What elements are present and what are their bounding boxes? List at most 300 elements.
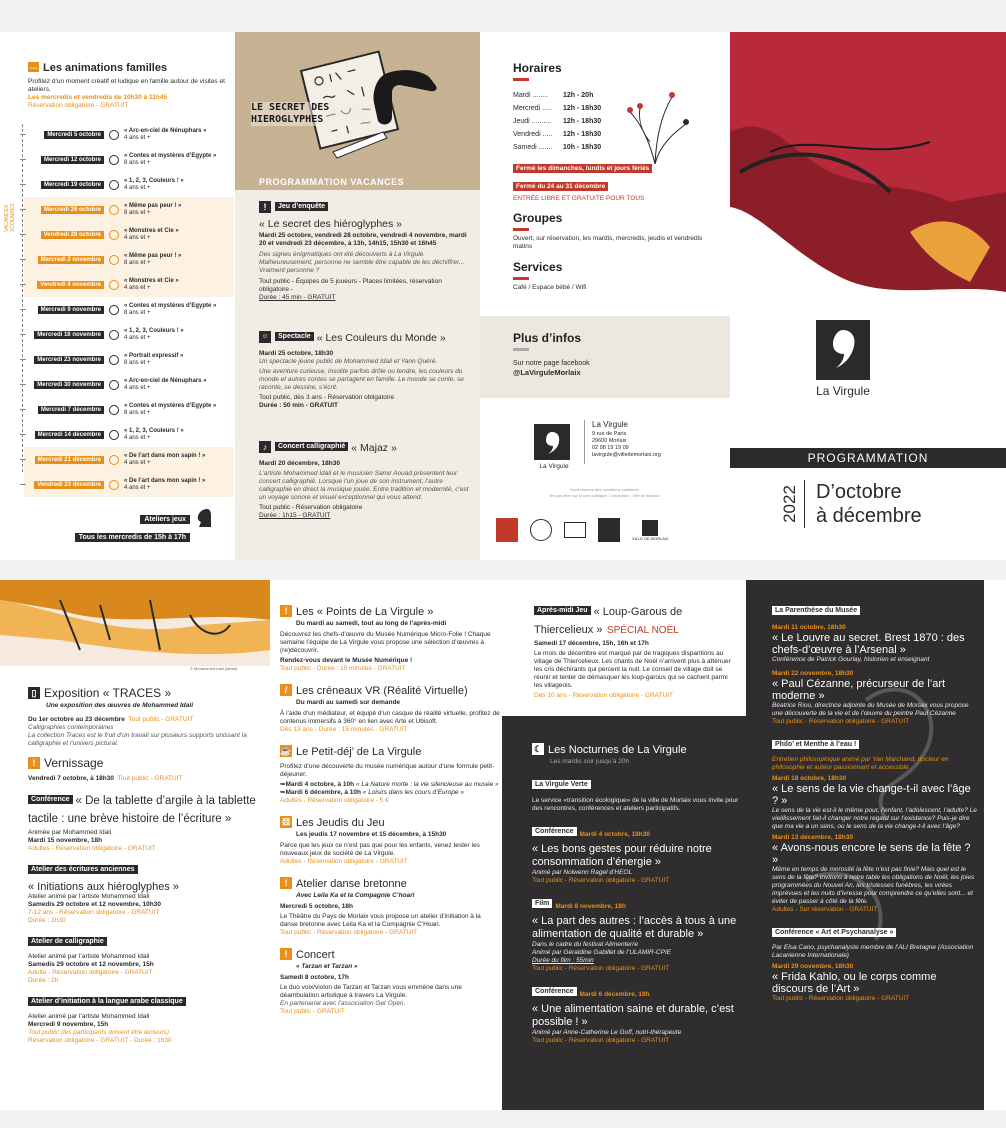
row-text xyxy=(124,178,234,192)
a3-info2: Réservation obligatoire - GRATUIT - Durée : 1h30 xyxy=(28,1037,172,1044)
loups-title: « Loup-Garous de Thiercelieux » xyxy=(534,606,683,636)
row-title: « Contes et mystères d’Egypte » xyxy=(124,302,217,309)
divider xyxy=(584,420,585,464)
familles-row xyxy=(24,447,234,472)
cover-year-wrap xyxy=(782,480,798,528)
loups-special: SPÉCIAL NOËL xyxy=(606,625,679,636)
flower-drawing xyxy=(620,72,690,167)
a1-info: 7-12 ans - Réservation obligatoire - GRATUIT xyxy=(28,909,160,916)
parenthese-tag: La Parenthèse du Musée xyxy=(772,606,860,615)
loups-date: Samedi 17 décembre, 15h, 16h et 17h xyxy=(534,640,649,647)
m2-title: « Paul Cézanne, précurseur de l’art moderne » xyxy=(772,678,946,702)
familles-row xyxy=(24,172,234,197)
title-rule xyxy=(513,277,529,280)
a3-date: Mercredi 9 novembre, 15h xyxy=(28,1021,109,1028)
contact-addr2: 29600 Morlaix xyxy=(592,438,627,444)
horaires-hours: 12h - 18h30 xyxy=(563,105,602,112)
panel-horaires xyxy=(480,32,730,560)
timeline-line xyxy=(22,124,23,472)
n3-title: « Une alimentation saine et durable, c’est possible ! » xyxy=(532,1003,734,1028)
a2-duree: Durée : 2h xyxy=(28,977,59,984)
p1-desc: Découvrez les chefs-d’œuvre du Musée Numérique Micro-Folie ! Chaque semaine l’équipe de La Virgule vous propose une sélection d’œuvres à (re)découvrir. xyxy=(280,631,491,654)
timeline-dot xyxy=(20,234,26,235)
p6-sub: « Tarzan et Tarzan » xyxy=(296,963,358,970)
philo-tag: Philo’ et Menthe à l’eau ! xyxy=(772,740,859,749)
entree: ENTRÉE LIBRE ET GRATUITE POUR TOUS xyxy=(513,195,645,202)
brochure-inner-side xyxy=(0,580,1006,1110)
m2-date: Mardi 22 novembre, 18h30 xyxy=(772,670,854,677)
row-date: Mercredi 30 novembre xyxy=(24,382,104,388)
event-tag: Concert calligraphié xyxy=(275,442,348,451)
row-text xyxy=(124,253,234,267)
row-text xyxy=(124,128,234,142)
p4-title: Les Jeudis du Jeu xyxy=(296,817,385,829)
row-text xyxy=(124,478,234,492)
traces-subtitle: Une exposition des œuvres de Mohammed Idali xyxy=(46,702,194,709)
timeline-dot xyxy=(20,334,26,335)
palette-icon xyxy=(109,155,119,165)
loups-block xyxy=(534,602,734,700)
p1-rdv: Rendez-vous devant le Musée Numérique ! xyxy=(280,657,413,664)
row-age: 4 ans et + xyxy=(124,384,151,391)
info-icon: ! xyxy=(280,877,292,889)
ap-title: « Frida Kahlo, ou le corps comme discours de l’Art » xyxy=(772,971,937,995)
p3-d1: Mardi 4 octobre, à 10h xyxy=(285,781,355,788)
familles-intro: Profitez d’un moment créatif et ludique en famille autour de visites et ateliers. xyxy=(28,78,225,93)
p6-info: Tout public - GRATUIT xyxy=(280,1008,345,1015)
event-duree: Durée : 50 min - GRATUIT xyxy=(259,402,338,409)
horaires-hours: 12h - 18h30 xyxy=(563,131,602,138)
conf-title: « De la tablette d’argile à la tablette tactile : une brève histoire de l’écriture » xyxy=(28,795,256,825)
row-age: 8 ans et + xyxy=(124,409,151,416)
groupes-title: Groupes xyxy=(513,211,563,225)
palette-icon xyxy=(109,305,119,315)
traces-dates: Du 1er octobre au 23 décembre xyxy=(28,716,125,723)
row-date: Mercredi 26 octobre xyxy=(24,207,104,213)
cover-year: 2022 xyxy=(780,485,800,523)
palette-icon xyxy=(109,430,119,440)
row-date: Vendredi 23 décembre xyxy=(24,482,104,488)
palette-icon xyxy=(109,280,119,290)
timeline-dot xyxy=(20,484,26,485)
cover-prog-banner: PROGRAMMATION xyxy=(730,448,1006,468)
cover-image xyxy=(235,32,480,190)
partner-logo xyxy=(496,518,518,542)
n1-date: Mardi 4 octobre, 18h30 xyxy=(579,831,650,838)
dice-icon: ⚄ xyxy=(280,816,292,828)
timeline-dot xyxy=(20,284,26,285)
n2-title: « La part des autres : l’accès à tous à une alimentation de qualité et durable » xyxy=(532,915,737,940)
a1-by: Atelier animé par l’artiste Mohammed Idali xyxy=(28,893,150,900)
row-date: Mercredi 12 octobre xyxy=(24,157,104,163)
timeline-dot xyxy=(20,259,26,260)
palette-icon xyxy=(109,180,119,190)
familles-row xyxy=(24,147,234,172)
ph1-desc: Le sens de la vie est-il le même pour, l’enfant, l’adolescent, l’adulte? Le vieillissement fait-il changer notre regard sur l’existence? Puis-je dire que ma vie a un sens, ou le sens de la vie change-t-il avec l’âge? xyxy=(772,807,977,830)
familles-header xyxy=(28,58,228,110)
horaires-day: Mardi ........ xyxy=(513,92,549,99)
row-date: Mercredi 9 novembre xyxy=(24,307,104,313)
horaires-day: Samedi ....... xyxy=(513,144,553,151)
row-age: 8 ans et + xyxy=(124,359,151,366)
horaires-hours: 12h - 18h30 xyxy=(563,118,602,125)
row-title: « Même pas peur ! » xyxy=(124,252,182,259)
row-age: 8 ans et + xyxy=(124,159,151,166)
familles-row xyxy=(24,222,234,247)
m1-title: « Le Louvre au secret. Brest 1870 : des chefs-d’œuvre à l’Arsenal » xyxy=(772,632,965,656)
row-title: « De l’art dans mon sapin ! » xyxy=(124,477,206,484)
parenthese-content xyxy=(772,602,978,1003)
ville-logo xyxy=(632,520,669,541)
a3-tag: Atelier d’initiation à la langue arabe classique xyxy=(28,997,186,1006)
n2-duree: Durée du film : 55min xyxy=(532,957,594,964)
a1-date: Samedis 29 octobre et 12 novembre, 10h30 xyxy=(28,901,161,908)
n2-by2: Animé par Géraldine Gabillet de l’ULAMIR-CPIE xyxy=(532,949,672,956)
familles-row xyxy=(24,247,234,272)
traces-artwork xyxy=(0,580,270,666)
row-text xyxy=(124,378,234,392)
conf-tag: Conférence xyxy=(28,795,73,804)
vern-date: Vendredi 7 octobre, à 18h30 xyxy=(28,775,114,782)
p4-sub: Les jeudis 17 novembre et 15 décembre, à 15h30 xyxy=(296,831,447,838)
infos-title: Plus d’infos xyxy=(513,331,582,345)
conf-date: Mardi 15 novembre, 18h xyxy=(28,837,103,844)
row-text xyxy=(124,353,234,367)
row-text xyxy=(124,278,234,292)
row-age: 4 ans et + xyxy=(124,184,151,191)
mask-icon: ☺ xyxy=(259,331,271,343)
timeline-dot xyxy=(20,434,26,435)
p6-part: En partenariat avec l’association Get Open. xyxy=(280,1000,406,1007)
panel-cover xyxy=(730,32,1006,560)
row-title: « Contes et mystères d’Egypte » xyxy=(124,152,217,159)
familles-row xyxy=(24,197,234,222)
ap-date: Mardi 29 novembre, 18h30 xyxy=(772,963,854,970)
n1-info: Tout public - Réservation obligatoire - GRATUIT xyxy=(532,877,670,884)
row-age: 4 ans et + xyxy=(124,484,151,491)
m2-info: Tout public - Réservation obligatoire - GRATUIT xyxy=(772,718,910,725)
title-rule xyxy=(513,348,529,351)
p5-title: Atelier danse bretonne xyxy=(296,878,407,890)
row-text xyxy=(124,303,234,317)
event-info: Tout public, dès 3 ans - Réservation obligatoire xyxy=(259,394,395,401)
event-info: Tout public - Réservation obligatoire xyxy=(259,504,363,511)
n3-date: Mardi 6 décembre, 18h xyxy=(579,991,650,998)
p5-sub: Avec Leila Ka et la Compagnie C’hoari xyxy=(296,892,415,899)
nocturnes-content xyxy=(532,740,742,1045)
contact-mail[interactable]: lavirgule@villedemorlaix.org xyxy=(592,452,661,458)
vern-title: Vernissage xyxy=(44,756,104,770)
timeline-dot xyxy=(20,134,26,135)
familles-row xyxy=(24,272,234,297)
nocturnes-title: Les Nocturnes de La Virgule xyxy=(548,744,687,756)
a2-by: Atelier animé par l’artiste Mohammed Idali xyxy=(28,953,150,960)
m2-desc: Béatrice Riou, directrice adjointe du Musée de Morlaix vous propose une découverte de la vie et de l’œuvre du peintre Paul Cézanne xyxy=(772,702,969,717)
n3-tag: Conférence xyxy=(532,987,577,996)
event-duree: Durée : 45 min - GRATUIT xyxy=(259,294,336,301)
event-date: Mardi 25 octobre, 18h30 xyxy=(259,350,334,357)
logo-text: La Virgule xyxy=(539,463,569,470)
row-text xyxy=(124,228,234,242)
verte-tag: La Virgule Verte xyxy=(532,780,591,789)
familles-row xyxy=(24,347,234,372)
ph2-date: Mardi 13 décembre, 18h30 xyxy=(772,834,853,841)
p6-title: Concert xyxy=(296,949,335,961)
familles-list xyxy=(24,122,234,497)
jeux-title: Ateliers jeux xyxy=(140,515,190,524)
closed-1: Fermé les dimanches, lundis et jours fériés xyxy=(513,164,652,173)
info-icon: ! xyxy=(280,948,292,960)
partner-logo xyxy=(598,518,620,542)
familles-row xyxy=(24,422,234,447)
groupes-text: Ouvert, sur réservation, les mardis, mercredis, jeudis et vendredis matins xyxy=(513,235,703,250)
row-title: « Monstres et Cie » xyxy=(124,277,179,284)
row-date: Vendredi 4 novembre xyxy=(24,282,104,288)
row-date: Mercredi 14 décembre xyxy=(24,432,104,438)
p6-date: Samedi 8 octobre, 17h xyxy=(280,974,349,981)
speech-icon: … xyxy=(29,61,38,71)
event-couleurs xyxy=(259,328,471,410)
horaires-hours: 10h - 18h30 xyxy=(563,144,602,151)
music-icon: ♪ xyxy=(259,441,271,453)
event-title: « Les Couleurs du Monde » xyxy=(316,332,446,344)
timeline-dot xyxy=(20,409,26,410)
palette-icon xyxy=(109,480,119,490)
horaires-day: Mercredi ..... xyxy=(513,105,552,112)
ph-info: Adultes - Sur réservation - GRATUIT xyxy=(772,906,878,913)
timeline-dot xyxy=(20,184,26,185)
familles-row xyxy=(24,372,234,397)
divider xyxy=(804,480,805,528)
row-title: « 1, 2, 3, Couleurs ! » xyxy=(124,177,184,184)
event-secret xyxy=(259,198,471,302)
familles-when: Les mercredis et vendredis de 10h30 à 11h45 xyxy=(28,94,168,101)
philo-by: Entretien philosophique animé par Yan Marchand, docteur en philosophie et auteur passionnant et accessible xyxy=(772,756,949,771)
comma-logo-icon xyxy=(534,424,570,460)
familles-row xyxy=(24,122,234,147)
loups-desc: Le mois de décembre est marqué par de tragiques disparitions au village de Thiercelieux. Les chants de Noël n’arrivent plus à atténuer les cris déchirants qui percent la nuit. Le conseil de village doit se réunir et tenter de démasquer les loup-garous qui se cachent parmi les villageois. xyxy=(534,650,731,689)
a2-tag: Atelier de calligraphie xyxy=(28,937,107,946)
a2-date: Samedis 29 octobre et 12 novembre, 15h xyxy=(28,961,154,968)
timeline-dot xyxy=(20,359,26,360)
traces-content xyxy=(28,684,260,1045)
moon-icon: ☾ xyxy=(533,743,543,754)
p1-sub: Du mardi au samedi, tout au long de l’après-midi xyxy=(296,620,447,627)
horaires-hours: 12h - 20h xyxy=(563,92,594,99)
palette-icon xyxy=(109,255,119,265)
ap-tag: Conférence « Art et Psychanalyse » xyxy=(772,928,896,937)
horaires-title: Horaires xyxy=(513,61,562,75)
conf-info: Adultes - Réservation obligatoire - GRATUIT xyxy=(28,845,156,852)
p3-d2: Mardi 6 décembre, à 10h xyxy=(285,789,361,796)
row-date: Vendredi 28 octobre xyxy=(24,232,104,238)
event-desc: Des signes énigmatiques ont été découverts à La Virgule. Malheureusement, personne ne semble être capable de les déchiffrer... Vraiment personne ? xyxy=(259,251,465,274)
event-info: Tout public - Équipes de 5 joueurs - Places limitées, réservation obligatoire - xyxy=(259,278,442,293)
palette-icon xyxy=(109,205,119,215)
row-age: 4 ans et + xyxy=(124,334,151,341)
p4-info: Adultes - Réservation obligatoire - GRATUIT xyxy=(280,858,408,865)
ap-by: Par Elsa Cano, psychanalyste membre de l’ALI Bretagne (Association Lacanienne Internationale) xyxy=(772,944,974,959)
traces-desc1: Calligraphies contemporaines xyxy=(28,724,114,731)
frame-icon: ▯ xyxy=(28,687,40,699)
a3-by: Atelier animé par l’artiste Mohammed Idali xyxy=(28,1013,150,1020)
horaires-day: Vendredi ..... xyxy=(513,131,553,138)
loups-info: Dès 10 ans - Réservation obligatoire - GRATUIT xyxy=(534,692,673,699)
nocturnes-box xyxy=(502,716,746,1110)
panel-familles xyxy=(0,32,235,560)
palette-icon xyxy=(109,380,119,390)
palette-icon xyxy=(109,330,119,340)
timeline-dot xyxy=(20,459,26,460)
p6-desc: Le duo voix/violon de Tarzan et Tarzan vous emmène dans une déambulation artistique à travers La Virgule. xyxy=(280,984,462,999)
panel-parenthese xyxy=(746,580,984,1110)
ap-info: Tout public - Réservation obligatoire - GRATUIT xyxy=(772,995,910,1002)
info-icon: ! xyxy=(259,201,271,213)
row-date: Mercredi 16 novembre xyxy=(24,332,104,338)
p5-desc: Le Théâtre du Pays de Morlaix vous propose un atelier d’initiation à la danse bretonne avec Leila Ka et la Compagnie C’Hoari. xyxy=(280,913,481,928)
a1-title: « Initiations aux hiéroglyphes » xyxy=(28,881,180,893)
panel-points xyxy=(270,580,502,1110)
vr-icon: / xyxy=(280,684,292,696)
contact-tel: 02 98 19 19 09 xyxy=(592,445,629,451)
fine-print-1: Sous réserve des conditions sanitaires. xyxy=(570,487,640,492)
n2-date: Mardi 8 novembre, 18h xyxy=(555,903,626,910)
a1-tag: Atelier des écritures anciennes xyxy=(28,865,138,874)
row-title: « Portrait expressif » xyxy=(124,352,184,359)
row-text xyxy=(124,428,234,442)
row-title: « Arc-en-ciel de Nénuphars » xyxy=(124,127,207,134)
event-desc: Une aventure curieuse, insolite parfois drôle ou tendre, les couleurs du monde et autres contes se partagent en famille. Le monde se conte, se raconte, se dessine, s’écrit. xyxy=(259,368,464,391)
n1-by: Animé par Nolwenn Ragel d’HEOL xyxy=(532,869,633,876)
palette-icon xyxy=(109,405,119,415)
familles-resa: Réservation obligatoire - GRATUIT xyxy=(28,102,129,109)
row-age: 8 ans et + xyxy=(124,259,151,266)
loups-tag: Après-midi Jeu xyxy=(534,606,591,615)
ateliers-jeux xyxy=(60,508,190,544)
palette-icon xyxy=(109,355,119,365)
a1-duree: Durée : 1h30 xyxy=(28,917,66,924)
brochure-outer-side xyxy=(0,32,1006,560)
contact-name: La Virgule xyxy=(592,420,628,429)
p2-title: Les créneaux VR (Réalité Virtuelle) xyxy=(296,685,468,697)
familles-row xyxy=(24,297,234,322)
p1-title: Les « Points de La Virgule » xyxy=(296,606,434,618)
n2-info: Tout public - Réservation obligatoire - GRATUIT xyxy=(532,965,670,972)
event-majaz xyxy=(259,438,471,520)
infos-box xyxy=(480,316,730,398)
timeline-dot xyxy=(20,159,26,160)
row-age: 4 ans et + xyxy=(124,459,151,466)
horaires-day: Jeudi .......... xyxy=(513,118,552,125)
info-icon: ! xyxy=(280,605,292,617)
cover-line2: à décembre xyxy=(816,505,922,527)
row-age: 4 ans et + xyxy=(124,284,151,291)
row-date: Mercredi 19 octobre xyxy=(24,182,104,188)
event-dates: Mardi 25 octobre, vendredi 28 octobre, vendredi 4 novembre, mardi 20 et vendredi 23 décembre, à 13h, 14h15, 15h30 et 16h45 xyxy=(259,232,467,247)
p3-title: Le Petit-déj’ de La Virgule xyxy=(296,746,422,758)
nocturnes-sub: Les mardis soir jusqu’à 20h xyxy=(550,758,630,765)
comma-logo-icon xyxy=(816,320,870,380)
row-age: 8 ans et + xyxy=(124,209,151,216)
timeline-dot xyxy=(20,309,26,310)
row-age: 4 ans et + xyxy=(124,134,151,141)
ph1-title: « Le sens de la vie change-t-il avec l’âge ? » xyxy=(772,783,971,807)
vacances-banner: PROGRAMMATION VACANCES xyxy=(259,177,405,187)
row-text xyxy=(124,403,234,417)
services-text: Café / Espace bébé / Wifi xyxy=(513,284,587,291)
m1-date: Mardi 11 octobre, 18h30 xyxy=(772,624,846,631)
partner-logo xyxy=(564,522,586,538)
ph2-desc: Même en temps de morosité la fête n’est pas finie? Mais quel est le sens de la fête? Invitons à notre table les obligations de Noël, les joies programmées du Nouvel An, les tristesses funèbres, les virées imprévues et les nuits d’ivresse pour comprendre ce qu’elles sont... et éviter de passer à côté de la fête. xyxy=(772,866,975,905)
ville-text: VILLE DE MORLAIX xyxy=(632,535,669,541)
row-text xyxy=(124,153,234,167)
row-text xyxy=(124,453,234,467)
cover-line1: D’octobre xyxy=(816,481,902,503)
n3-by: Animé par Anne-Catherine Le Goff, nutri-thérapeute xyxy=(532,1029,682,1036)
services-title: Services xyxy=(513,260,563,274)
familles-title: Les animations familles xyxy=(43,62,168,74)
p3-d1t: « La Nature morte : la vie silencieuse au musée » xyxy=(355,781,499,788)
conf-by: Animée par Mohammed Idali xyxy=(28,829,112,836)
info-icon: ! xyxy=(28,757,40,769)
p3-desc: Profitez d’une découverte du musée numérique autour d’une formule petit-déjeuner. xyxy=(280,763,495,778)
row-text xyxy=(124,203,234,217)
row-title: « Contes et mystères d’Egypte » xyxy=(124,402,217,409)
palette-icon xyxy=(109,130,119,140)
event-title: « Le secret des hiéroglyphes » xyxy=(259,218,403,230)
jeux-when: Tous les mercredis de 15h à 17h xyxy=(75,533,190,542)
row-title: « Monstres et Cie » xyxy=(124,227,179,234)
ph1-date: Mardi 18 octobre, 18h30 xyxy=(772,775,847,782)
row-age: 4 ans et + xyxy=(124,234,151,241)
a3-info1: Tout public (les participants doivent être lecteurs) xyxy=(28,1029,170,1036)
p2-desc: À l’aide d’un médiateur, et équipé d’un casque de réalité virtuelle, profitez de contenus immersifs à 360° en lien avec Arte et Ubisoft. xyxy=(280,710,500,725)
panel-secret xyxy=(235,32,480,560)
p3-info: Adultes - Réservation obligatoire - 5 € xyxy=(280,797,389,804)
art-credit: © Mohammed Idali (détail) xyxy=(190,666,237,671)
n3-info: Tout public - Réservation obligatoire - GRATUIT xyxy=(532,1037,670,1044)
row-title: « 1, 2, 3, Couleurs ! » xyxy=(124,427,184,434)
timeline-dot xyxy=(20,384,26,385)
row-date: Mercredi 2 novembre xyxy=(24,257,104,263)
row-title: « Arc-en-ciel de Nénuphars » xyxy=(124,377,207,384)
event-sub: Un spectacle jeune public de Mohammed Idali et Yann Quéré. xyxy=(259,358,438,365)
cover-brand: La Virgule xyxy=(816,384,870,398)
event-tag: Spectacle xyxy=(275,332,314,341)
p1-info: Tout public - Durée : 15 minutes - GRATUIT xyxy=(280,665,406,672)
row-date: Mercredi 7 décembre xyxy=(24,407,104,413)
n1-tag: Conférence xyxy=(532,827,577,836)
cover-title: LE SECRET DES HIEROGLYPHES xyxy=(251,102,371,126)
p2-sub: Du mardi au samedi sur demande xyxy=(296,699,401,706)
familles-row xyxy=(24,472,234,497)
title-rule xyxy=(513,78,529,81)
familles-row xyxy=(24,397,234,422)
row-date: Mercredi 5 octobre xyxy=(24,132,104,138)
partner-logo xyxy=(530,519,552,541)
infos-facebook[interactable]: @LaVirguleMorlaix xyxy=(513,368,581,377)
fine-print-2: Ne pas jeter sur la voie publique. Conception : Ville de Morlaix. xyxy=(549,493,661,498)
timeline-dot xyxy=(20,209,26,210)
palette-icon xyxy=(109,230,119,240)
row-text xyxy=(124,328,234,342)
traces-dates-info: Tout public - GRATUIT xyxy=(128,716,194,723)
infos-text: Sur notre page facebook xyxy=(513,360,590,367)
row-title: « 1, 2, 3, Couleurs ! » xyxy=(124,327,184,334)
event-desc: L’artiste Mohammed Idali et le musicien Samir Aouad présentent leur concert calligraphié. Lorsque l’un joue de son instrument, l’autre calligraphie en direct la musique jouée. Entre tradition et modernité, c’est un voyage sonore et visuel exceptionnel qui vous attend. xyxy=(259,470,469,501)
n2-by1: Dans le cadre du festival Alimenterre xyxy=(532,941,638,948)
p5-date: Mercredi 5 octobre, 18h xyxy=(280,903,353,910)
